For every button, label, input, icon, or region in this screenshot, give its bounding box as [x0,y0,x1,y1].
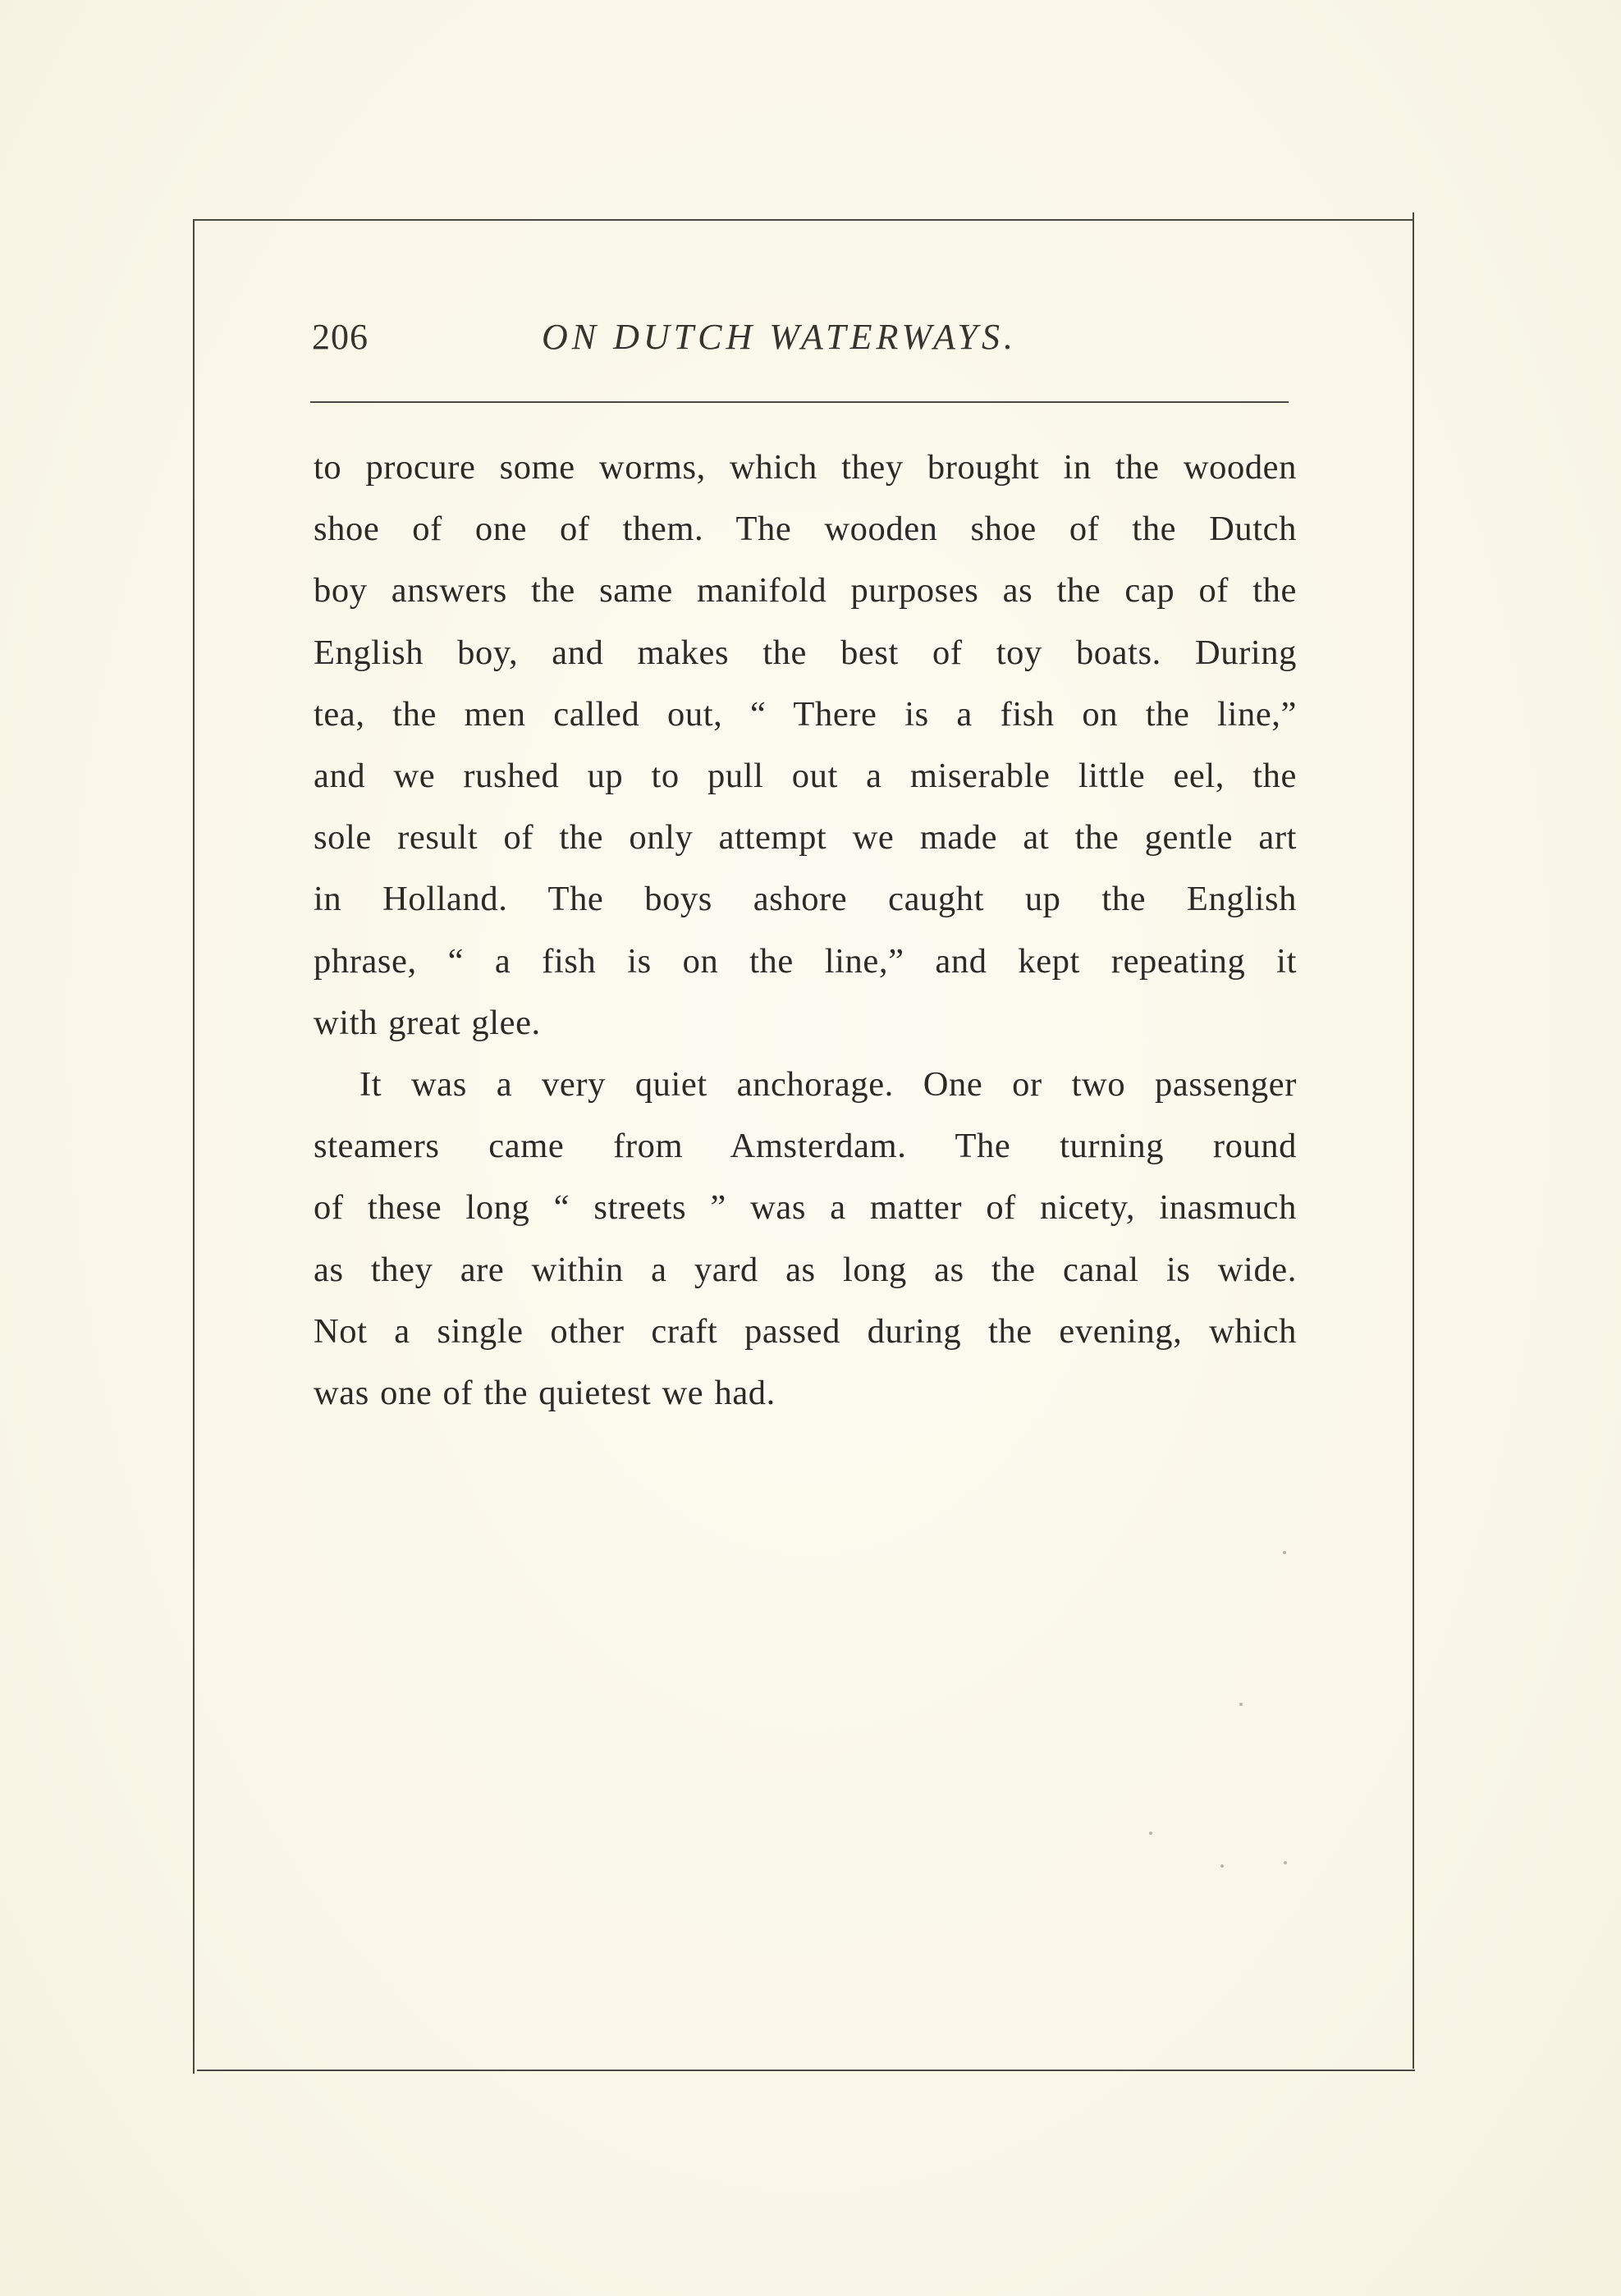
text-line: and we rushed up to pull out a miserable little eel, the [314,757,1297,796]
text-line: was one of the quietest we had. [314,1374,776,1413]
text-line: phrase, “ a fish is on the line,” and kept repeating it [314,941,1297,981]
text-line: sole result of the only attempt we made at the gentle art [314,818,1297,858]
paper-speck [1149,1832,1152,1835]
text-line: shoe of one of them. The wooden shoe of the Dutch [314,510,1297,549]
frame-top-rule [193,219,1414,221]
text-line: to procure some worms, which they brought in the wooden [314,448,1297,487]
frame-bottom-rule [197,2070,1415,2071]
text-line: English boy, and makes the best of toy boats. During [314,633,1297,672]
page-number: 206 [312,317,369,357]
text-line: boy answers the same manifold purposes as the cap of the [314,571,1297,611]
text-line: of these long “ streets ” was a matter of nicety, inasmuch [314,1188,1297,1228]
text-line: Not a single other craft passed during the evening, which [314,1311,1297,1351]
paragraph-2 [314,1054,1297,1424]
paper-speck [1284,1861,1287,1864]
text-line: in Holland. The boys ashore caught up the English [314,880,1297,919]
text-line: with great glee. [314,1003,541,1042]
body-text [314,437,1297,1424]
text-line: It was a very quiet anchorage. One or two passenger [359,1065,1297,1105]
text-line: as they are within a yard as long as the canal is wide. [314,1250,1297,1289]
paragraph-1 [314,437,1297,1054]
text-line: steamers came from Amsterdam. The turning round [314,1127,1297,1166]
text-line: tea, the men called out, “ There is a fish on the line,” [314,694,1297,734]
paper-speck [1283,1551,1286,1554]
header-rule [310,401,1289,403]
frame-left-rule [193,219,195,2074]
paper-speck [1220,1864,1224,1868]
running-title: ON DUTCH WATERWAYS. [542,317,1018,357]
running-head [312,316,1297,373]
frame-right-rule [1413,213,1414,2069]
paper-speck [1239,1703,1243,1706]
